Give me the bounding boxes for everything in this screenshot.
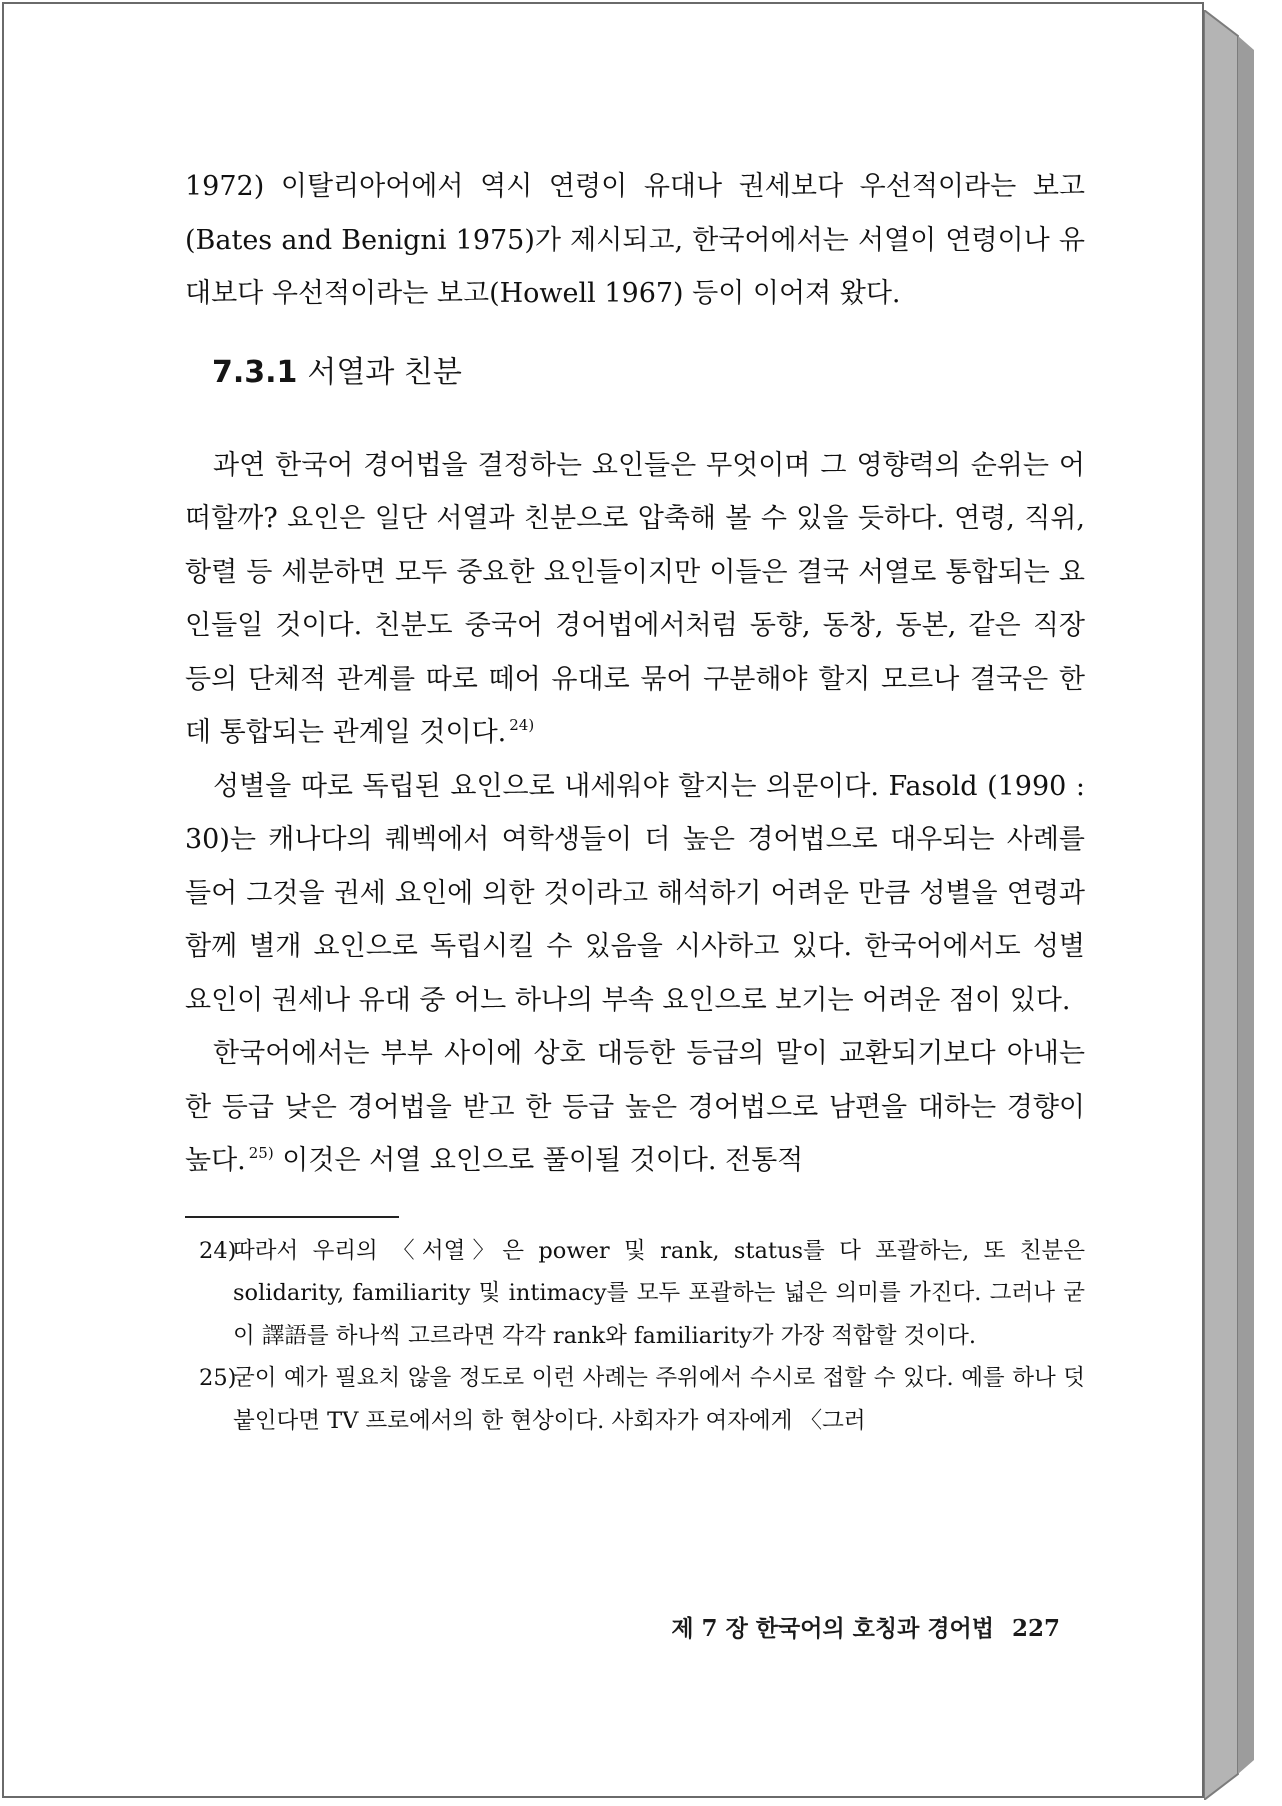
page-edge-graphic [1204, 10, 1266, 1800]
body-paragraph-1 [185, 439, 1085, 760]
footnote-text: 굳이 예가 필요치 않을 정도로 이런 사례는 주위에서 수시로 접할 수 있다. 예를 하나 덧붙인다면 TV 프로에서의 한 현상이다. 사회자가 여자에게 〈그러 [233, 1365, 1085, 1434]
paragraph-text: 과연 한국어 경어법을 결정하는 요인들은 무엇이며 그 영향력의 순위는 어떠할까? 요인은 일단 서열과 친분으로 압축해 볼 수 있을 듯하다. 연령, 직위, 항렬 등 세분하면 모두 중요한 요인들이지만 이들은 결국 서열로 통합되는 요인들일 것이다. 친분도 중국어 경어법에서처럼 동향, 동창, 동본, 같은 직장 등의 단체적 관계를 따로 떼어 유대로 묶어 구분해야 할지 모르나 결국은 한데 통합되는 관계일 것이다. [185, 449, 1085, 748]
footnote-text: 따라서 우리의 〈서열〉은 power 및 rank, status를 다 포괄하는, 또 친분은 solidarity, familiarity 및 intimacy를 모두 포괄하는 넓은 의미를 가진다. 그러나 굳이 譯語를 하나씩 고르라면 각각 rank와 familiarity가 가장 적합할 것이다. [233, 1237, 1085, 1349]
body-paragraph-3 [185, 1027, 1085, 1188]
footnote-number: 25) [199, 1365, 237, 1391]
page-edge-shadow [1204, 10, 1266, 1800]
paragraph-text-continued: 이것은 서열 요인으로 풀이될 것이다. 전통적 [282, 1145, 804, 1176]
footnote-24 [185, 1230, 1085, 1358]
page-number: 227 [1011, 1615, 1060, 1642]
footer-chapter-title: 제 7 장 한국어의 호칭과 경어법 [671, 1615, 994, 1642]
section-heading [212, 351, 1085, 395]
footnote-ref-25[interactable]: 25) [248, 1144, 274, 1162]
running-footer [640, 1612, 1060, 1646]
section-title: 서열과 친분 [307, 354, 462, 390]
footnote-number: 24) [199, 1237, 237, 1264]
section-number: 7.3.1 [212, 354, 298, 390]
footnote-25 [185, 1357, 1085, 1442]
paragraph-text: 한국어에서는 부부 사이에 상호 대등한 등급의 말이 교환되기보다 아내는 한 등급 낮은 경어법을 받고 한 등급 높은 경어법으로 남편을 대하는 경향이 높다. [185, 1038, 1085, 1176]
intro-paragraph: 1972) 이탈리아어에서 역시 연령이 유대나 권세보다 우선적이라는 보고(Bates and Benigni 1975)가 제시되고, 한국어에서는 서열이 연령이나 유대보다 우선적이라는 보고(Howell 1967) 등이 이어져 왔다. [185, 171, 1085, 309]
page-body [185, 160, 1085, 1442]
body-paragraph-2: 성별을 따로 독립된 요인으로 내세워야 할지는 의문이다. Fasold (1990 : 30)는 캐나다의 퀘벡에서 여학생들이 더 높은 경어법으로 대우되는 사례를 들어 그것을 권세 요인에 의한 것이라고 해석하기 어려운 만큼 성별을 연령과 함께 별개 요인으로 독립시킬 수 있음을 시사하고 있다. 한국어에서도 성별 요인이 권세나 유대 중 어느 하나의 부속 요인으로 보기는 어려운 점이 있다. [185, 770, 1085, 1016]
footnote-divider [185, 1216, 399, 1218]
footnote-ref-24[interactable]: 24) [509, 716, 535, 734]
